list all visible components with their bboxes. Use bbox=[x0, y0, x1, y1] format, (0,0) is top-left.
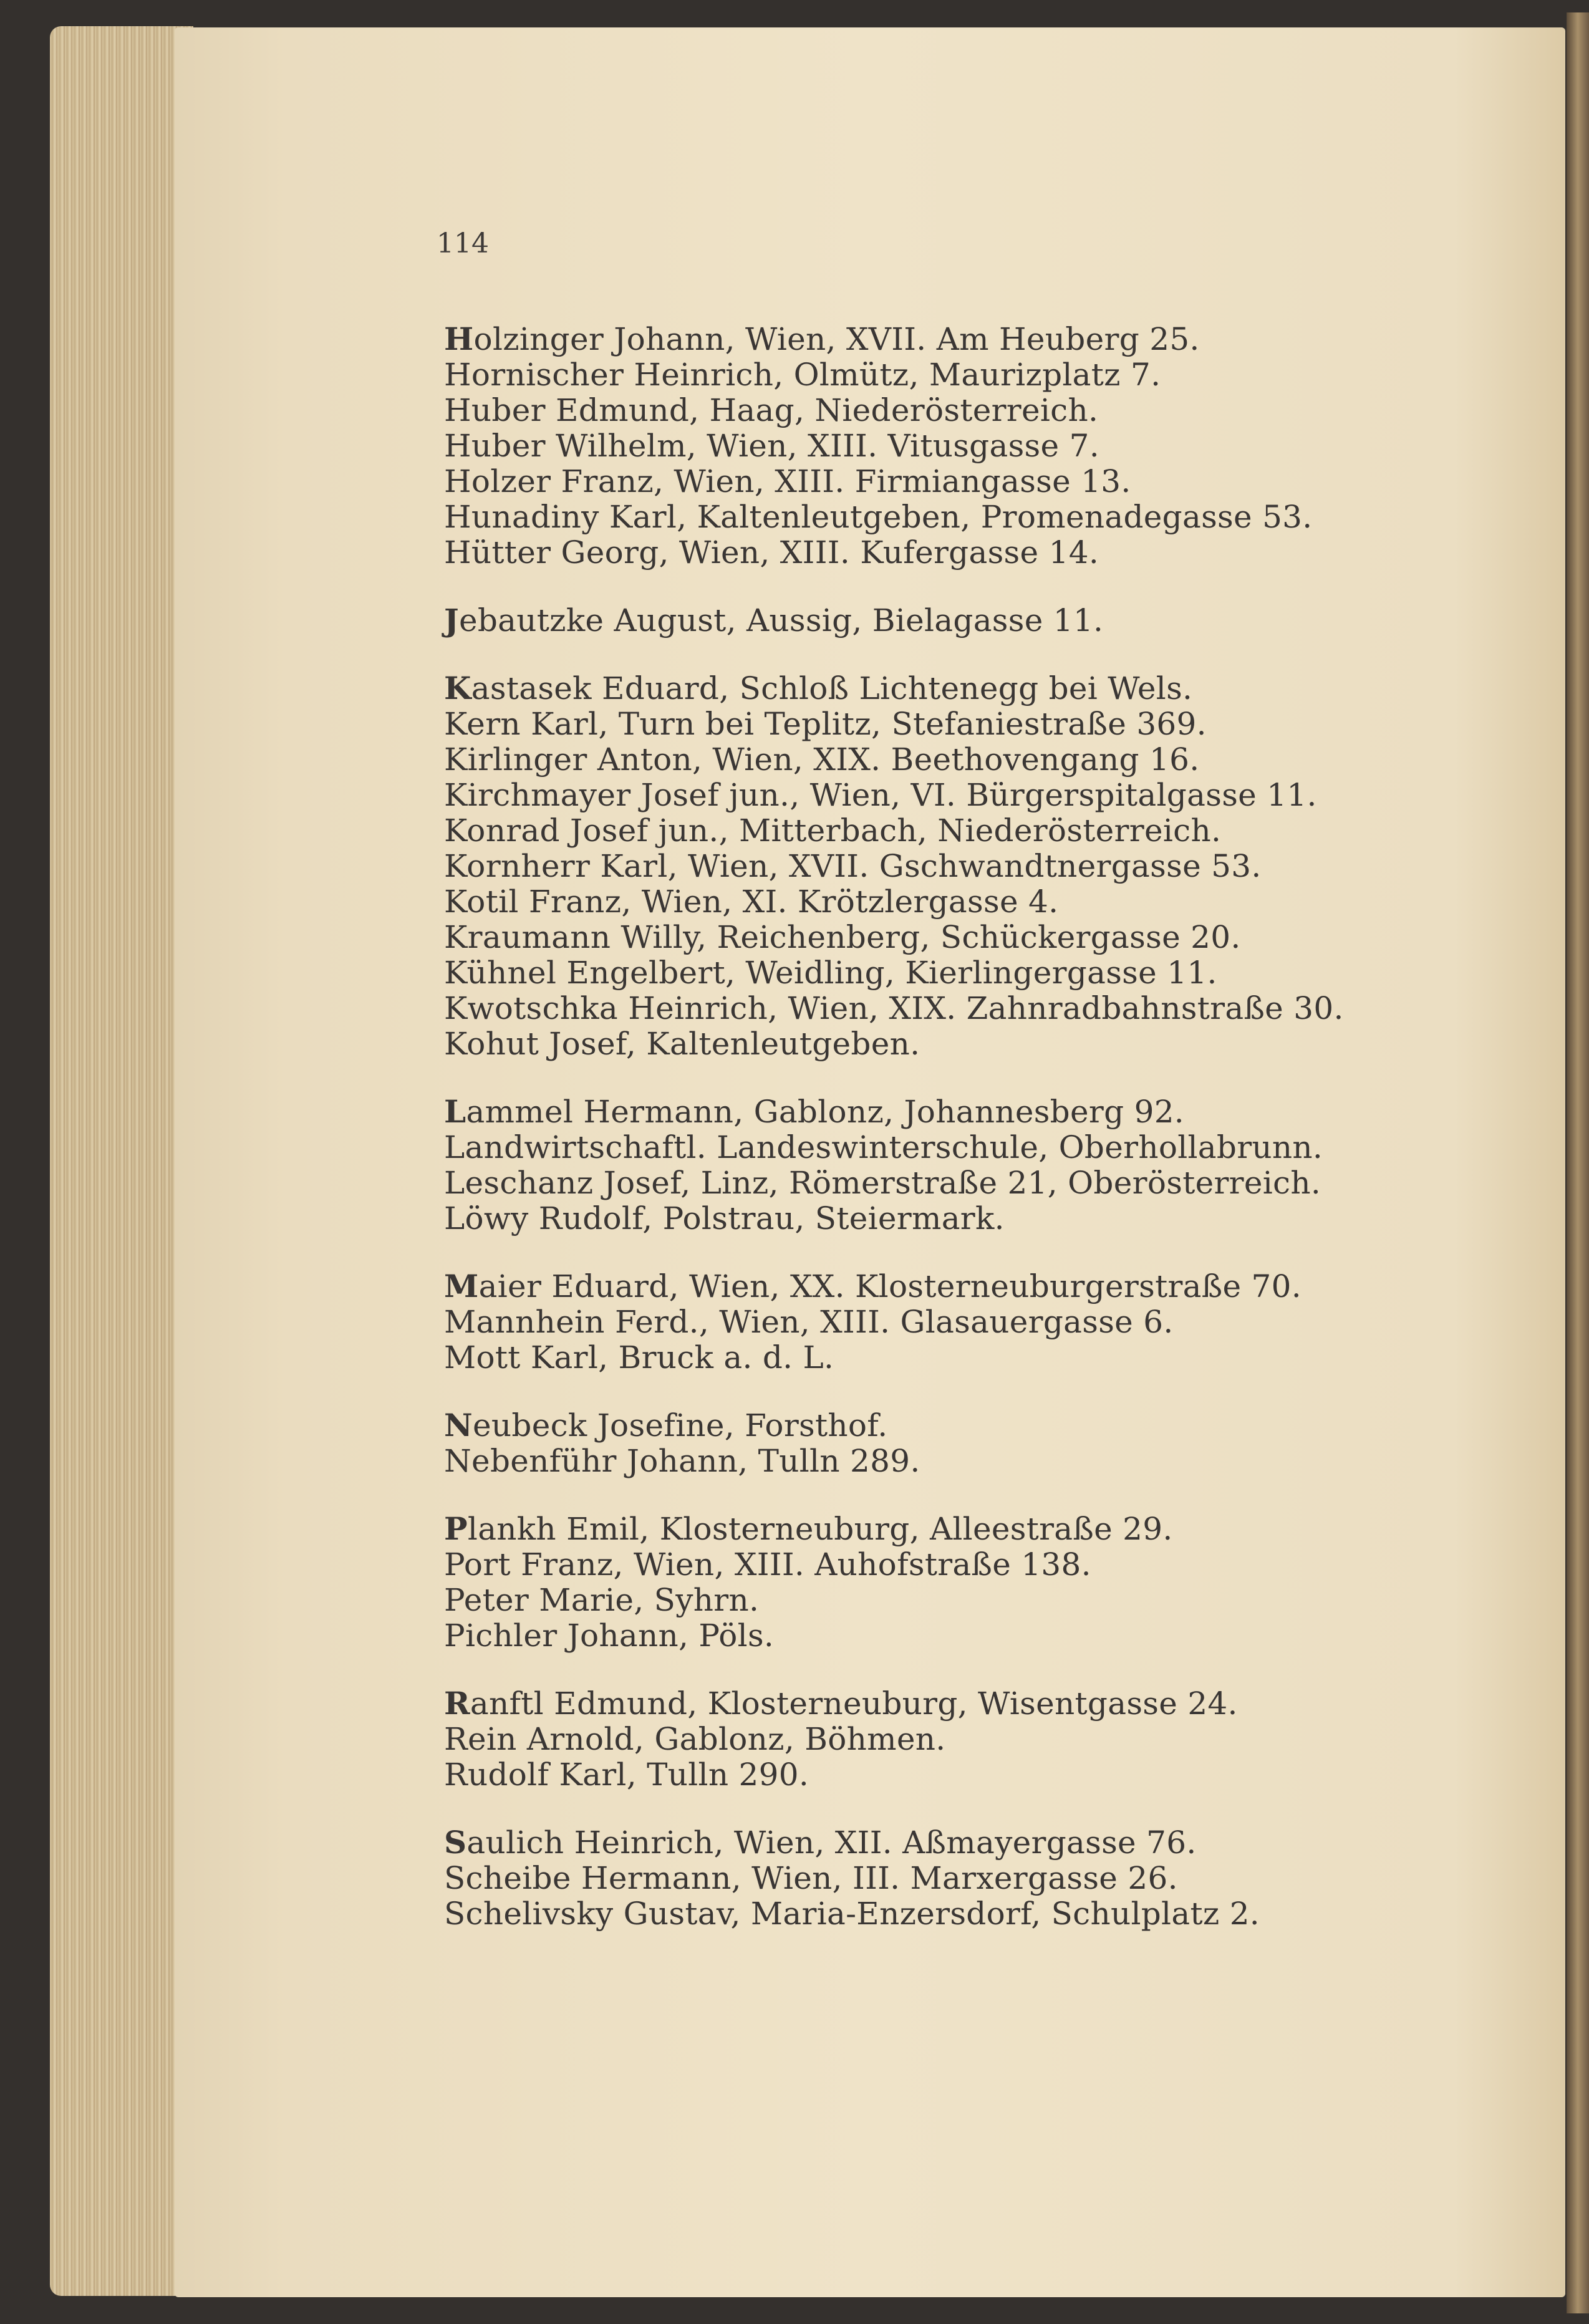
list-item: Hütter Georg, Wien, XIII. Kufergasse 14. bbox=[444, 534, 1099, 571]
list-item: Maier Eduard, Wien, XX. Klosterneuburgerstraße 70. bbox=[444, 1268, 1302, 1304]
list-item: Landwirtschaftl. Landeswinterschule, Oberhollabrunn. bbox=[444, 1129, 1323, 1165]
letter-group-p bbox=[444, 1511, 1542, 1654]
list-item: Huber Wilhelm, Wien, XIII. Vitusgasse 7. bbox=[444, 428, 1099, 464]
page-number: 114 bbox=[437, 228, 489, 259]
letter-group-n bbox=[444, 1407, 1542, 1479]
list-item: Konrad Josef jun., Mitterbach, Niederösterreich. bbox=[444, 812, 1222, 849]
list-item: Rudolf Karl, Tulln 290. bbox=[444, 1757, 809, 1793]
list-item: Peter Marie, Syhrn. bbox=[444, 1582, 760, 1618]
list-item: Kühnel Engelbert, Weidling, Kierlingergasse 11. bbox=[444, 955, 1217, 991]
list-item: Lammel Hermann, Gablonz, Johannesberg 92. bbox=[444, 1093, 1184, 1130]
list-item: Saulich Heinrich, Wien, XII. Aßmayergasse 76. bbox=[444, 1824, 1197, 1861]
list-item: Rein Arnold, Gablonz, Böhmen. bbox=[444, 1721, 946, 1757]
list-item: Kotil Franz, Wien, XI. Krötzlergasse 4. bbox=[444, 884, 1059, 920]
page-stack-edges bbox=[50, 26, 193, 2296]
list-item: Port Franz, Wien, XIII. Auhofstraße 138. bbox=[444, 1546, 1091, 1583]
list-item: Hornischer Heinrich, Olmütz, Maurizplatz 7. bbox=[444, 357, 1161, 393]
list-item: Leschanz Josef, Linz, Römerstraße 21, Oberösterreich. bbox=[444, 1165, 1321, 1201]
letter-group-m bbox=[444, 1268, 1542, 1376]
letter-group-l bbox=[444, 1094, 1542, 1237]
list-item: Mott Karl, Bruck a. d. L. bbox=[444, 1339, 834, 1376]
address-list bbox=[444, 321, 1542, 1964]
list-item: Kern Karl, Turn bei Teplitz, Stefaniestraße 369. bbox=[444, 706, 1207, 742]
list-item: Holzinger Johann, Wien, XVII. Am Heuberg 25. bbox=[444, 321, 1200, 357]
list-item: Ranftl Edmund, Klosterneuburg, Wisentgasse 24. bbox=[444, 1685, 1238, 1722]
list-item: Jebautzke August, Aussig, Bielagasse 11. bbox=[444, 602, 1104, 639]
list-item: Kirlinger Anton, Wien, XIX. Beethovengang 16. bbox=[444, 741, 1200, 778]
list-item: Kornherr Karl, Wien, XVII. Gschwandtnergasse 53. bbox=[444, 848, 1262, 884]
list-item: Neubeck Josefine, Forsthof. bbox=[444, 1407, 888, 1444]
list-item: Hunadiny Karl, Kaltenleutgeben, Promenadegasse 53. bbox=[444, 499, 1313, 535]
list-item: Kastasek Eduard, Schloß Lichtenegg bei Wels. bbox=[444, 670, 1193, 706]
list-item: Kohut Josef, Kaltenleutgeben. bbox=[444, 1026, 920, 1062]
list-item: Löwy Rudolf, Polstrau, Steiermark. bbox=[444, 1200, 1005, 1237]
list-item: Kraumann Willy, Reichenberg, Schückergasse 20. bbox=[444, 919, 1241, 955]
list-item: Pichler Johann, Pöls. bbox=[444, 1618, 775, 1654]
list-item: Mannhein Ferd., Wien, XIII. Glasauergasse 6. bbox=[444, 1304, 1174, 1340]
list-item: Plankh Emil, Klosterneuburg, Alleestraße 29. bbox=[444, 1510, 1173, 1547]
letter-group-j bbox=[444, 602, 1542, 639]
letter-group-s bbox=[444, 1825, 1542, 1932]
list-item: Kirchmayer Josef jun., Wien, VI. Bürgerspitalgasse 11. bbox=[444, 777, 1317, 813]
list-item: Holzer Franz, Wien, XIII. Firmiangasse 13. bbox=[444, 463, 1131, 499]
letter-group-r bbox=[444, 1685, 1542, 1793]
list-item: Schelivsky Gustav, Maria-Enzersdorf, Schulplatz 2. bbox=[444, 1896, 1260, 1932]
list-item: Huber Edmund, Haag, Niederösterreich. bbox=[444, 392, 1099, 428]
list-item: Nebenführ Johann, Tulln 289. bbox=[444, 1443, 920, 1479]
letter-group-k bbox=[444, 670, 1542, 1062]
facing-page-edge bbox=[1567, 12, 1589, 2313]
letter-group-h bbox=[444, 321, 1542, 571]
list-item: Kwotschka Heinrich, Wien, XIX. Zahnradbahnstraße 30. bbox=[444, 990, 1344, 1026]
list-item: Scheibe Hermann, Wien, III. Marxergasse 26. bbox=[444, 1860, 1178, 1896]
